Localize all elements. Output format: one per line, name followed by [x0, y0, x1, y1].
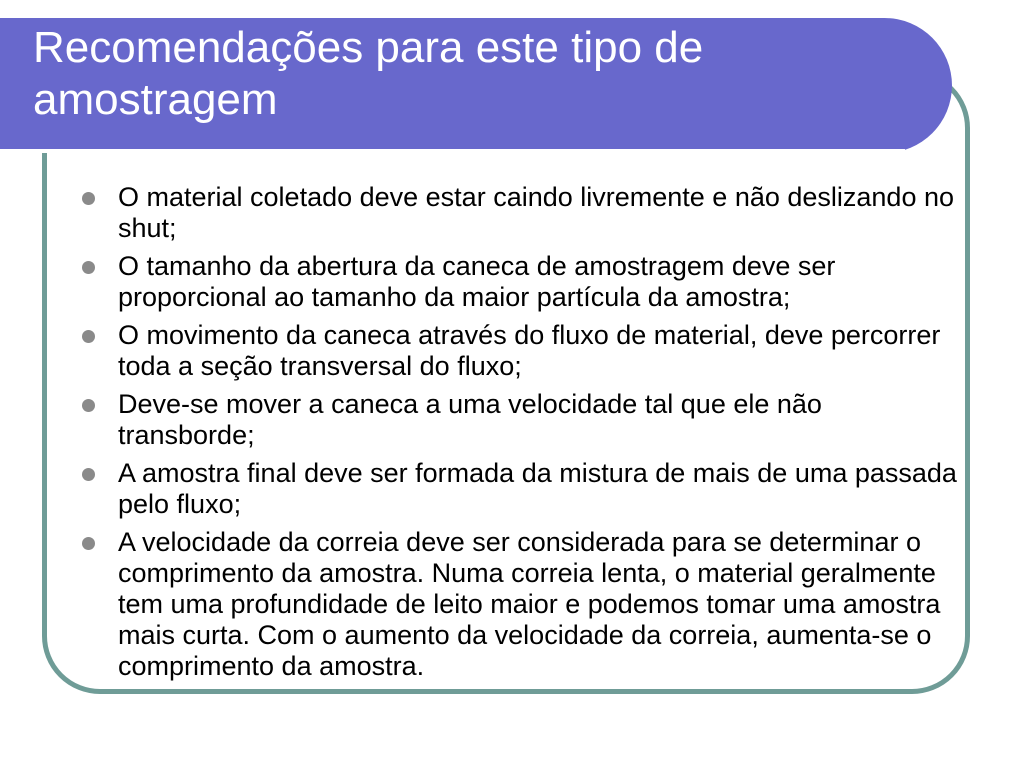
- bullet-text: O movimento da caneca através do fluxo de material, deve percorrer toda a seção transversal do fluxo;: [118, 320, 941, 381]
- bullet-text: A velocidade da correia deve ser considerada para se determinar o comprimento da amostra. Numa correia lenta, o material geralmente tem uma profundidade de leito maior e podemos tomar uma amostra mais curta. Com o aumento da velocidade da correia, aumenta-se o comprimento da amostra.: [118, 527, 941, 681]
- bullet-item: [78, 182, 958, 244]
- bullet-text: A amostra final deve ser formada da mistura de mais de uma passada pelo fluxo;: [118, 458, 957, 519]
- bullet-dot-icon: [82, 468, 95, 481]
- slide-title: Recomendações para este tipo de amostragem: [33, 23, 704, 124]
- bullet-text: Deve-se mover a caneca a uma velocidade tal que ele não transborde;: [118, 389, 822, 450]
- title-underline: [0, 149, 905, 153]
- bullet-dot-icon: [82, 261, 95, 274]
- bullet-list: [78, 182, 958, 689]
- bullet-dot-icon: [82, 537, 95, 550]
- bullet-item: [78, 389, 958, 451]
- bullet-item: [78, 320, 958, 382]
- bullet-text: O material coletado deve estar caindo livremente e não deslizando no shut;: [118, 182, 954, 243]
- bullet-dot-icon: [82, 192, 95, 205]
- bullet-item: [78, 527, 958, 682]
- bullet-item: [78, 458, 958, 520]
- bullet-item: [78, 251, 958, 313]
- bullet-text: O tamanho da abertura da caneca de amostragem deve ser proporcional ao tamanho da maior partícula da amostra;: [118, 251, 836, 312]
- bullet-dot-icon: [82, 399, 95, 412]
- bullet-dot-icon: [82, 330, 95, 343]
